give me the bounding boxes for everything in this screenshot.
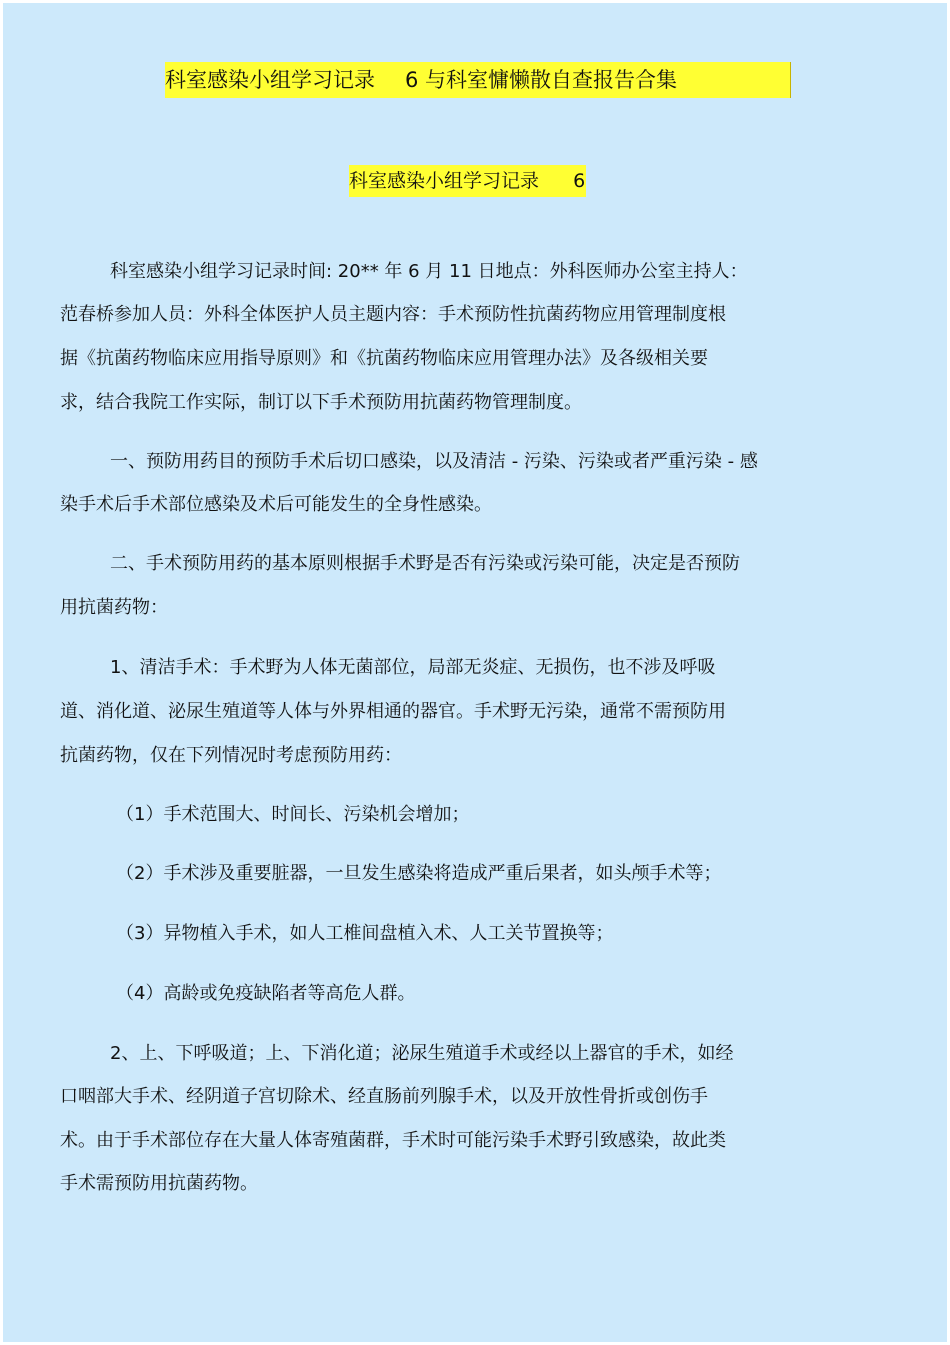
section-title <box>349 165 586 197</box>
title-part-2: 6 与科室慵懒散自查报告合集 <box>405 68 678 92</box>
paragraph-3-line-1: 二、手术预防用药的基本原则根据手术野是否有污染或污染可能，决定是否预防 <box>110 553 740 574</box>
paragraph-5-line-3: 术。由于手术部位存在大量人体寄殖菌群，手术时可能污染手术野引致感染，故此类 <box>60 1130 726 1151</box>
paragraph-4-line-3: 抗菌药物，仅在下列情况时考虑预防用药： <box>60 745 402 766</box>
document-page <box>3 3 947 1342</box>
section-title-part-2: 6 <box>573 170 586 192</box>
paragraph-1-line-3: 据《抗菌药物临床应用指导原则》和《抗菌药物临床应用管理办法》及各级相关要 <box>60 348 708 369</box>
paragraph-4-line-2: 道、消化道、泌尿生殖道等人体与外界相通的器官。手术野无污染，通常不需预防用 <box>60 701 726 722</box>
paragraph-5-line-4: 手术需预防用抗菌药物。 <box>60 1173 258 1194</box>
paragraph-4-line-1: 1、清洁手术：手术野为人体无菌部位，局部无炎症、无损伤，也不涉及呼吸 <box>110 657 716 678</box>
list-item-1: （1）手术范围大、时间长、污染机会增加； <box>116 804 470 825</box>
document-title <box>165 62 791 98</box>
list-item-4: （4）高龄或免疫缺陷者等高危人群。 <box>116 983 416 1004</box>
paragraph-2-line-2: 染手术后手术部位感染及术后可能发生的全身性感染。 <box>60 494 492 515</box>
list-item-2: （2）手术涉及重要脏器，一旦发生感染将造成严重后果者，如头颅手术等； <box>116 863 722 884</box>
paragraph-3-line-2: 用抗菌药物： <box>60 597 168 618</box>
paragraph-5-line-2: 口咽部大手术、经阴道子宫切除术、经直肠前列腺手术，以及开放性骨折或创伤手 <box>60 1086 708 1107</box>
paragraph-5-line-1: 2、上、下呼吸道；上、下消化道；泌尿生殖道手术或经以上器官的手术，如经 <box>110 1043 734 1064</box>
title-part-1: 科室感染小组学习记录 <box>165 68 375 92</box>
paragraph-1-line-1: 科室感染小组学习记录时间: 20** 年 6 月 11 日地点：外科医师办公室主持人： <box>110 261 748 282</box>
paragraph-2-line-1: 一、预防用药目的预防手术后切口感染，以及清洁 - 污染、污染或者严重污染 - 感 <box>110 451 758 472</box>
paragraph-1-line-4: 求，结合我院工作实际，制订以下手术预防用抗菌药物管理制度。 <box>60 392 582 413</box>
paragraph-1-line-2: 范春桥参加人员：外科全体医护人员主题内容：手术预防性抗菌药物应用管理制度根 <box>60 304 726 325</box>
section-title-part-1: 科室感染小组学习记录 <box>349 170 540 192</box>
list-item-3: （3）异物植入手术，如人工椎间盘植入术、人工关节置换等； <box>116 923 614 944</box>
